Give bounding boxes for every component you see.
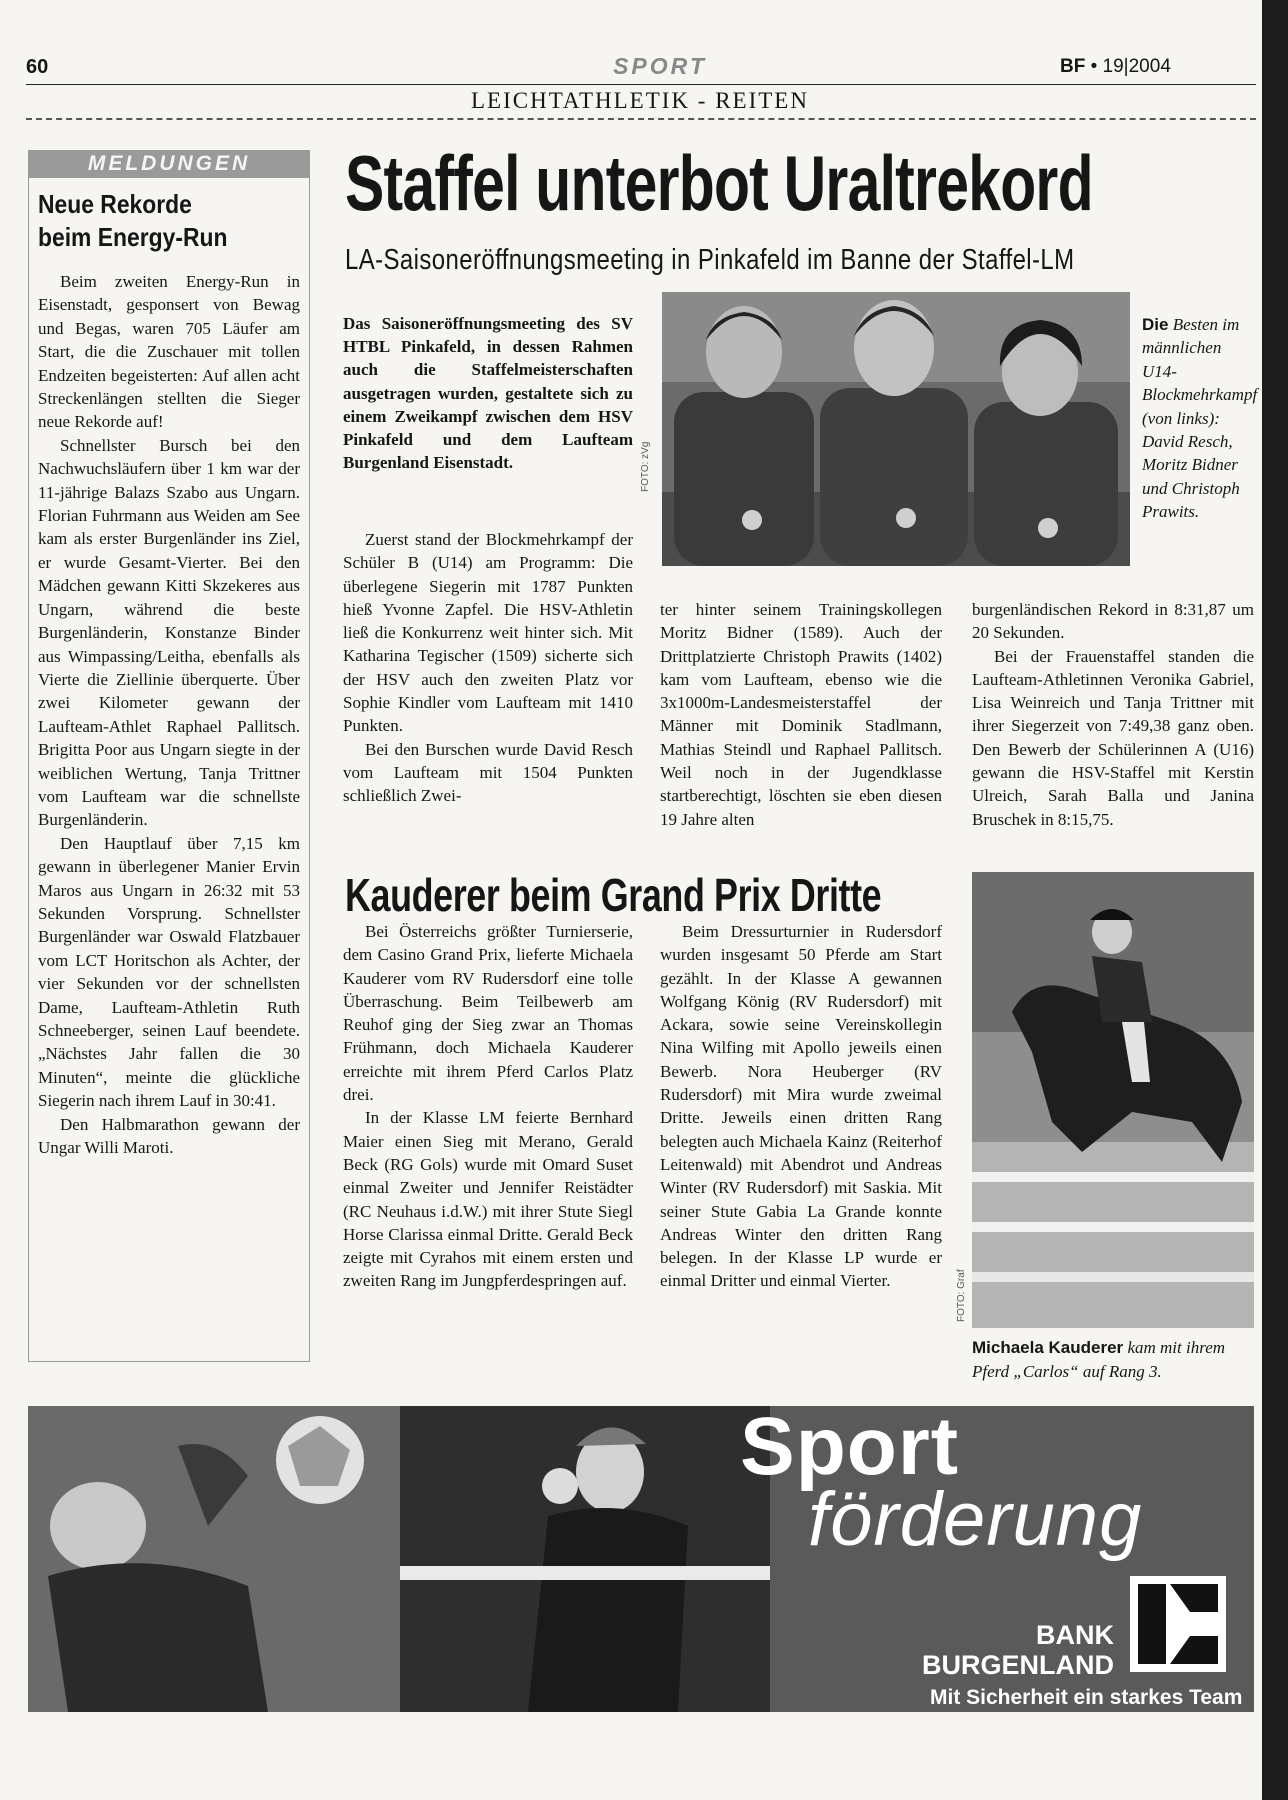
- header-dashed-rule: [26, 118, 1256, 120]
- photo-illustration: [662, 292, 1130, 566]
- story-lead: Das Saisoneröffnungsmeeting des SV HTBL Pinkafeld, in dessen Rahmen auch die Staffelmeisterschaften ausgetragen wurden, gestaltete sich zu einem Zweikampf zwischen dem HSV Pinkafeld und dem Laufteam Burgenland Eisenstadt.: [343, 314, 633, 473]
- second-headline: Kauderer beim Grand Prix Dritte: [345, 869, 882, 921]
- issue-number: 19|2004: [1102, 56, 1171, 77]
- subsection-title: LEICHTATHLETIK - REITEN: [380, 88, 900, 114]
- ad-slogan: Mit Sicherheit ein starkes Team: [930, 1686, 1243, 1709]
- sidebar-paragraph: Schnellster Bursch bei den Nachwuchsläufern über 1 km war der 11-jährige Balazs Szabo aus Ungarn. Florian Fuhrmann aus Weiden am See kam als erster Burgenländer ins Ziel, er wurde Gesamt-Vierter. Bei den Mädchen gewann Kitti Skzekeres aus Ungarn, während die beste Burgenländerin, Konstanze Binder aus Wimpassing/Leitha, ebenfalls als Vierte die Ziellinie überquerte. Über zwei Kilometer gewann der Laufteam-Athlet Raphael Pallitsch. Brigitta Poor aus Ungarn siegte in der weiblichen Wertung, Tanja Trittner vom Laufteam war die schnellste Burgenländerin.: [38, 435, 300, 830]
- publication-name: BF: [1060, 56, 1086, 77]
- ad-title-foerderung: förderung: [808, 1477, 1143, 1562]
- section-title: SPORT: [613, 53, 707, 79]
- main-subheadline: LA-Saisoneröffnungsmeeting in Pinkafeld im Banne der Staffel-LM: [345, 244, 1075, 276]
- main-headline: Staffel unterbot Uraltrekord: [345, 139, 1093, 227]
- page-number: 60: [26, 56, 49, 78]
- story2-column-2: [660, 920, 942, 1293]
- story-column-1: [343, 528, 633, 808]
- photo-credit: FOTO: zVg: [640, 441, 651, 492]
- sidebar-kicker: MELDUNGEN: [28, 150, 310, 178]
- sidebar-paragraph: Den Halbmarathon gewann der Ungar Willi Maroti.: [38, 1114, 300, 1158]
- story-paragraph: Bei Österreichs größter Turnierserie, dem Casino Grand Prix, lieferte Michaela Kauderer vom RV Rudersdorf eine tolle Überraschung. Beim Teilbewerb am Reuhof ging der Sieg zwar an Thomas Frühmann, doch Michaela Kauderer erreichte mit ihrem Pferd Carlos Platz drei.: [343, 922, 633, 1105]
- sidebar-paragraph: Den Hauptlauf über 7,15 km gewann in überlegener Manier Ervin Maros aus Ungarn in 26:32 mit 53 Sekunden Vorsprung. Schnellster Burgenländer war Oswald Flatzbauer vom LCT Horitschon als Achter, der vier Sekunden vor der schnellsten Dame, Laufteam-Athletin Ruth Schneeberger, seinen Lauf beendete. „Nächstes Jahr fallen die 30 Minuten“, meinte die glückliche Siegerin nach ihrem Lauf in 30:41.: [38, 833, 300, 1111]
- story-paragraph: In der Klasse LM feierte Bernhard Maier einen Sieg mit Merano, Gerald Beck (RG Gols) wurde mit Omard Suset einmal Zweiter und Jennifer Reistädter (RC Neuhaus i.d.W.) mit ihrer Stute Siegl Horse Clarissa einmal Dritte. Gerald Beck zeigte mit Cyrahos mit einem ersten und zweiten Rang im Jungpferdespringen auf.: [343, 1108, 633, 1291]
- header-rule: [26, 84, 1256, 85]
- bank-logo-mark: [1130, 1576, 1226, 1672]
- bank-logo: [1130, 1576, 1226, 1672]
- story-paragraph: burgenländischen Rekord in 8:31,87 um 20 Sekunden.: [972, 600, 1254, 643]
- issue-info: BF • 19|2004: [1060, 56, 1171, 77]
- sidebar-body: [38, 270, 300, 1159]
- story-column-2: [660, 598, 942, 831]
- story-paragraph: ter hinter seinem Trainingskollegen Moritz Bidner (1589). Auch der Drittplatzierte Christoph Prawits (1402) kam vom Laufteam, ebenso wie die 3x1000m-Landesmeisterstaffel der Männer mit Dominik Stadlmann, Mathias Steindl und Raphael Pallitsch. Weil noch in der Jugendklasse startberechtigt, löschten sie eben diesen 19 Jahre alten: [660, 600, 942, 829]
- ad-title-sport: Sport: [740, 1401, 960, 1492]
- story-paragraph: Bei der Frauenstaffel standen die Laufteam-Athletinnen Veronika Gabriel, Lisa Weinreich und Tanja Trittner mit ihrer Siegerzeit von 7:49,38 ganz oben. Den Bewerb der Schülerinnen A (U16) gewann die HSV-Staffel mit Kerstin Ulreich, Sarah Balla und Janina Bruschek in 8:15,75.: [972, 646, 1254, 829]
- story-paragraph: Bei den Burschen wurde David Resch vom Laufteam mit 1504 Punkten schließlich Zwei-: [343, 739, 633, 806]
- story2-column-1: [343, 920, 633, 1293]
- photo-three-boys: [662, 292, 1130, 566]
- sidebar-paragraph: Beim zweiten Energy-Run in Eisenstadt, gesponsert von Bewag und Begas, waren 705 Läufer am Start, die die Zuschauer mit tollen Endzeiten begeisterten: Auf allen acht Streckenlängen stellten die Sieger neue Rekorde auf!: [38, 272, 300, 432]
- story-column-3: [972, 598, 1254, 831]
- photo-caption: Die Besten im männlichen U14-Blockmehrkampf (von links): David Resch, Moritz Bidner und Christoph Prawits.: [1142, 315, 1258, 522]
- sidebar-headline: Neue Rekorde beim Energy-Run: [38, 189, 228, 252]
- ad-bank-name: BANK BURGENLAND: [922, 1620, 1114, 1680]
- photo-illustration: [972, 872, 1254, 1328]
- story-paragraph: Beim Dressurturnier in Rudersdorf wurden insgesamt 50 Pferde am Start gezählt. In der Klasse A gewannen Wolfgang König (RV Rudersdorf) mit Ackara, sowie seine Vereinskollegin Nina Wilfing mit Apollo jeweils einen Bewerb. Nora Heuberger (RV Rudersdorf) mit Mira wurde zweimal Dritte. Jeweils einen dritten Rang belegten auch Michaela Kainz (Reiterhof Leitenwald) mit Abendrot und Andreas Winter (RV Rudersdorf) mit Saskia. Mit seiner Stute Gabia La Grande konnte Andreas Winter den dritten Rang belegen. In der Klasse LP wurde er einmal Dritter und einmal Vierter.: [660, 922, 942, 1291]
- photo-horse-jump: [972, 872, 1254, 1328]
- photo-caption: Michaela Kauderer kam mit ihrem Pferd „Carlos“ auf Rang 3.: [972, 1338, 1226, 1381]
- story-paragraph: Zuerst stand der Blockmehrkampf der Schüler B (U14) am Programm: Die überlegene Siegerin mit 1787 Punkten hieß Yvonne Zapfel. Die HSV-Athletin ließ die Konkurrenz weit hinter sich. Mit Katharina Tegischer (1509) sicherte sich der HSV auch den zweiten Platz vor Sophie Kindler vom Laufteam mit 1410 Punkten.: [343, 530, 633, 736]
- photo-credit: FOTO: Graf: [956, 1269, 967, 1322]
- page-edge: [1262, 0, 1288, 1800]
